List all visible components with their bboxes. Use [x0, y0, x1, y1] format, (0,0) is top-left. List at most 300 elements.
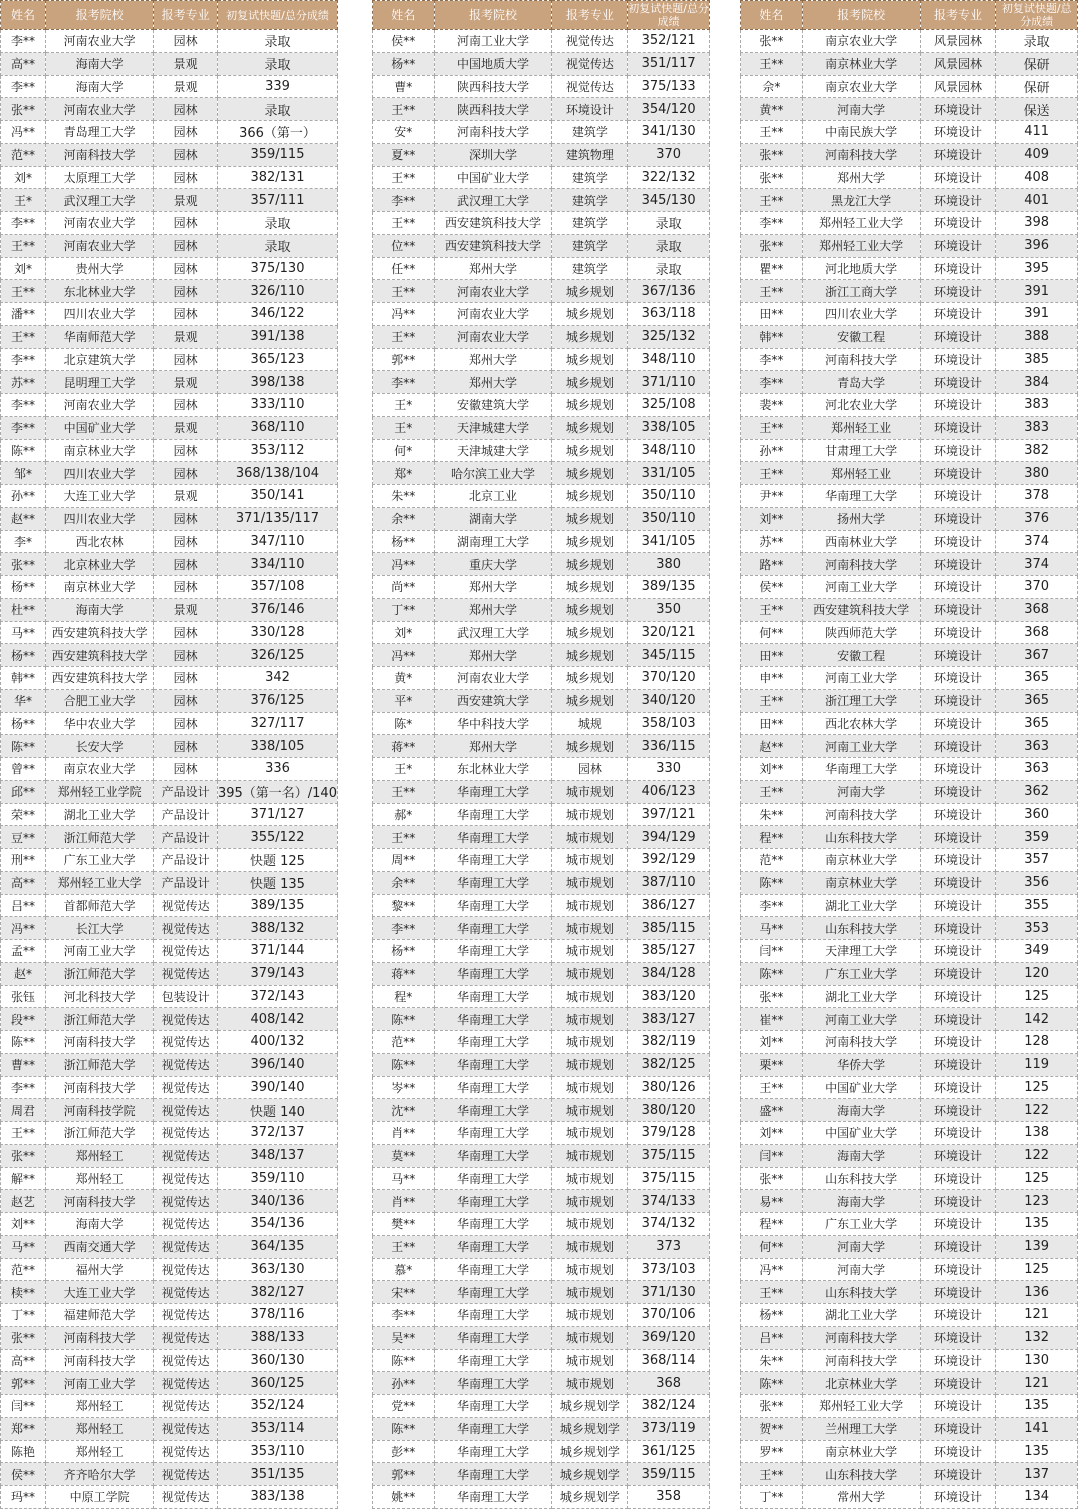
cell-school: 陕西科技大学 [434, 75, 552, 98]
table-row [741, 598, 1078, 621]
table-row [1, 621, 338, 644]
cell-score: 382/127 [217, 1281, 337, 1304]
cell-score: 125 [996, 1167, 1078, 1190]
cell-school: 河南农业大学 [434, 325, 552, 348]
cell-major: 城市规划 [552, 1304, 628, 1327]
cell-name: 王** [1, 234, 46, 257]
cell-name: 吕** [741, 1326, 803, 1349]
cell-name: 黄** [741, 98, 803, 121]
table-row [373, 1076, 710, 1099]
cell-name: 崔** [741, 1008, 803, 1031]
table-header-row [741, 1, 1078, 30]
cell-major: 环境设计 [920, 121, 996, 144]
cell-name: 张** [741, 166, 803, 189]
table-row [1, 75, 338, 98]
cell-major: 环境设计 [920, 940, 996, 963]
results-table-2 [372, 0, 710, 1509]
cell-school: 长安大学 [46, 735, 154, 758]
cell-school: 华南理工大学 [434, 1372, 552, 1395]
cell-name: 冯** [1, 917, 46, 940]
cell-score: 383/120 [628, 985, 710, 1008]
cell-major: 视觉传达 [154, 1167, 218, 1190]
cell-score: 384 [996, 371, 1078, 394]
cell-major: 环境设计 [920, 507, 996, 530]
cell-major: 城乡规划 [552, 394, 628, 417]
cell-major: 城乡规划 [552, 553, 628, 576]
table-row [741, 576, 1078, 599]
cell-school: 华南理工大学 [434, 894, 552, 917]
cell-school: 河南大学 [802, 780, 920, 803]
cell-major: 园林 [154, 439, 218, 462]
cell-school: 郑州轻工 [46, 1167, 154, 1190]
cell-name: 高** [1, 52, 46, 75]
table-row [1, 849, 338, 872]
header-score: 初复试快题/总分成绩 [996, 1, 1078, 30]
cell-name: 王* [1, 189, 46, 212]
cell-school: 河南农业大学 [434, 303, 552, 326]
cell-major: 视觉传达 [154, 1349, 218, 1372]
cell-score: 370/106 [628, 1304, 710, 1327]
cell-score: 326/125 [217, 644, 337, 667]
cell-name: 李** [1, 348, 46, 371]
cell-name: 马** [1, 621, 46, 644]
cell-score: 135 [996, 1440, 1078, 1463]
cell-major: 园林 [154, 758, 218, 781]
cell-name: 王** [373, 98, 435, 121]
cell-major: 环境设计 [920, 234, 996, 257]
cell-score: 348/110 [628, 439, 710, 462]
cell-major: 城市规划 [552, 1122, 628, 1145]
cell-major: 环境设计 [920, 394, 996, 417]
table-row [1, 735, 338, 758]
cell-major: 城市规划 [552, 985, 628, 1008]
header-major: 报考专业 [920, 1, 996, 30]
cell-score: 347/110 [217, 530, 337, 553]
cell-major: 环境设计 [920, 644, 996, 667]
cell-name: 赵* [1, 962, 46, 985]
cell-school: 南京林业大学 [802, 52, 920, 75]
cell-name: 李** [373, 1304, 435, 1327]
cell-score: 382/119 [628, 1031, 710, 1054]
cell-school: 中原工学院 [46, 1486, 154, 1509]
table-row [373, 1167, 710, 1190]
cell-score: 374/132 [628, 1213, 710, 1236]
cell-major: 园林 [552, 758, 628, 781]
cell-name: 王** [1, 1122, 46, 1145]
cell-major: 环境设计 [920, 1304, 996, 1327]
cell-school: 福州大学 [46, 1258, 154, 1281]
table-row [741, 166, 1078, 189]
cell-score: 353/114 [217, 1417, 337, 1440]
table-body [741, 30, 1078, 1509]
table-row [741, 121, 1078, 144]
table-row [373, 780, 710, 803]
cell-major: 城市规划 [552, 1372, 628, 1395]
cell-name: 玛** [1, 1486, 46, 1509]
cell-score: 376 [996, 507, 1078, 530]
table-row [373, 962, 710, 985]
cell-name: 王** [373, 325, 435, 348]
cell-school: 东北林业大学 [46, 280, 154, 303]
cell-major: 城市规划 [552, 1076, 628, 1099]
cell-school: 河南科技大学 [46, 1076, 154, 1099]
cell-major: 环境设计 [920, 416, 996, 439]
cell-name: 郭** [1, 1372, 46, 1395]
cell-school: 南京林业大学 [46, 576, 154, 599]
cell-name: 陈** [1, 1031, 46, 1054]
cell-name: 安* [373, 121, 435, 144]
cell-major: 环境设计 [920, 166, 996, 189]
cell-major: 视觉传达 [154, 1235, 218, 1258]
cell-school: 安徽工程 [802, 325, 920, 348]
cell-name: 张钰 [1, 985, 46, 1008]
cell-school: 郑州大学 [434, 735, 552, 758]
cell-major: 城乡规划 [552, 667, 628, 690]
cell-score: 388/132 [217, 917, 337, 940]
cell-school: 河南工业大学 [434, 30, 552, 53]
cell-school: 郑州大学 [434, 348, 552, 371]
table-row [741, 394, 1078, 417]
cell-school: 浙江师范大学 [46, 826, 154, 849]
cell-score: 352/121 [628, 30, 710, 53]
table-row [741, 1326, 1078, 1349]
cell-school: 河南科技大学 [46, 1190, 154, 1213]
cell-score: 120 [996, 962, 1078, 985]
cell-name: 王** [741, 689, 803, 712]
cell-name: 张** [741, 1167, 803, 1190]
cell-name: 蒋** [373, 962, 435, 985]
cell-name: 陈** [373, 1417, 435, 1440]
cell-name: 赵** [1, 507, 46, 530]
cell-school: 中国矿业大学 [802, 1122, 920, 1145]
cell-score: 350/141 [217, 485, 337, 508]
cell-name: 李** [1, 1076, 46, 1099]
cell-score: 380 [628, 553, 710, 576]
cell-school: 湖北工业大学 [802, 1304, 920, 1327]
cell-name: 王** [741, 121, 803, 144]
cell-score: 326/110 [217, 280, 337, 303]
table-row [373, 985, 710, 1008]
cell-school: 河南科技大学 [802, 1326, 920, 1349]
cell-major: 环境设计 [920, 212, 996, 235]
results-table-3 [740, 0, 1078, 1509]
cell-school: 西安建筑科技大学 [802, 598, 920, 621]
cell-major: 环境设计 [920, 1144, 996, 1167]
cell-score: 371/130 [628, 1281, 710, 1304]
table-row [373, 325, 710, 348]
table-row [373, 1122, 710, 1145]
cell-score: 361/125 [628, 1440, 710, 1463]
cell-major: 景观 [154, 189, 218, 212]
table-row [1, 1372, 338, 1395]
cell-school: 西南林业大学 [802, 530, 920, 553]
table-row [373, 1235, 710, 1258]
table-row [1, 758, 338, 781]
header-name: 姓名 [741, 1, 803, 30]
cell-name: 尹** [741, 485, 803, 508]
cell-name: 沈** [373, 1099, 435, 1122]
cell-major: 园林 [154, 30, 218, 53]
cell-name: 华* [1, 689, 46, 712]
cell-score: 350/110 [628, 485, 710, 508]
table-row [373, 1144, 710, 1167]
table-row [373, 485, 710, 508]
cell-name: 张** [1, 1326, 46, 1349]
cell-school: 河南科技大学 [802, 348, 920, 371]
header-score: 初复试快题/总分成绩 [217, 1, 337, 30]
table-row [373, 621, 710, 644]
cell-school: 湖北工业大学 [802, 985, 920, 1008]
cell-major: 城市规划 [552, 1190, 628, 1213]
cell-major: 环境设计 [920, 1167, 996, 1190]
cell-name: 程* [373, 985, 435, 1008]
table-row [1, 439, 338, 462]
table-row [1, 917, 338, 940]
cell-school: 河南工业大学 [802, 576, 920, 599]
cell-name: 王** [741, 1281, 803, 1304]
table-row [1, 1326, 338, 1349]
cell-score: 380 [996, 462, 1078, 485]
table-row [741, 303, 1078, 326]
cell-name: 路** [741, 553, 803, 576]
cell-score: 336 [217, 758, 337, 781]
cell-major: 城乡规划 [552, 644, 628, 667]
cell-score: 320/121 [628, 621, 710, 644]
cell-major: 环境设计 [920, 1281, 996, 1304]
cell-major: 城市规划 [552, 940, 628, 963]
cell-school: 山东科技大学 [802, 1463, 920, 1486]
cell-school: 山东科技大学 [802, 917, 920, 940]
cell-name: 马** [373, 1167, 435, 1190]
table-row [1, 1349, 338, 1372]
header-major: 报考专业 [552, 1, 628, 30]
cell-major: 园林 [154, 234, 218, 257]
cell-name: 平* [373, 689, 435, 712]
cell-school: 郑州轻工 [46, 1144, 154, 1167]
cell-major: 环境设计 [920, 667, 996, 690]
cell-school: 浙江工商大学 [802, 280, 920, 303]
cell-name: 党** [373, 1395, 435, 1418]
cell-score: 373/119 [628, 1417, 710, 1440]
cell-major: 城乡规划学 [552, 1440, 628, 1463]
cell-name: 岑** [373, 1076, 435, 1099]
table-row [1, 348, 338, 371]
cell-school: 郑州轻工业 [802, 462, 920, 485]
cell-name: 贺** [741, 1417, 803, 1440]
cell-name: 邱** [1, 780, 46, 803]
table-row [373, 143, 710, 166]
table-row [741, 143, 1078, 166]
table-row [1, 98, 338, 121]
table-row [373, 75, 710, 98]
cell-school: 北京建筑大学 [46, 348, 154, 371]
cell-major: 视觉传达 [154, 1190, 218, 1213]
cell-score: 372/143 [217, 985, 337, 1008]
cell-school: 河南工业大学 [46, 940, 154, 963]
cell-score: 370 [628, 143, 710, 166]
cell-score: 391 [996, 303, 1078, 326]
cell-name: 潘** [1, 303, 46, 326]
cell-score: 122 [996, 1144, 1078, 1167]
table-row [373, 758, 710, 781]
cell-school: 郑州大学 [434, 576, 552, 599]
cell-school: 兰州理工大学 [802, 1417, 920, 1440]
cell-score: 368 [996, 598, 1078, 621]
table-row [373, 1372, 710, 1395]
cell-major: 园林 [154, 712, 218, 735]
cell-school: 华南理工大学 [434, 1440, 552, 1463]
cell-name: 李** [1, 212, 46, 235]
cell-score: 353/112 [217, 439, 337, 462]
cell-score: 354/120 [628, 98, 710, 121]
cell-name: 刘** [741, 1031, 803, 1054]
cell-name: 丁** [1, 1304, 46, 1327]
cell-major: 城市规划 [552, 1258, 628, 1281]
cell-school: 大连工业大学 [46, 485, 154, 508]
cell-score: 334/110 [217, 553, 337, 576]
table-row [1, 1281, 338, 1304]
cell-school: 郑州轻工 [46, 1417, 154, 1440]
table-row [1, 121, 338, 144]
cell-major: 环境设计 [920, 962, 996, 985]
cell-school: 河南科技大学 [46, 1031, 154, 1054]
cell-major: 视觉传达 [154, 1463, 218, 1486]
cell-major: 环境设计 [920, 1417, 996, 1440]
cell-score: 370 [996, 576, 1078, 599]
cell-major: 视觉传达 [154, 1122, 218, 1145]
cell-name: 王** [373, 212, 435, 235]
cell-score: 371/110 [628, 371, 710, 394]
cell-name: 申** [741, 667, 803, 690]
cell-name: 余** [373, 871, 435, 894]
cell-name: 丁** [741, 1486, 803, 1509]
cell-school: 武汉理工大学 [434, 621, 552, 644]
cell-school: 四川农业大学 [46, 507, 154, 530]
table-row [373, 234, 710, 257]
cell-score: 353 [996, 917, 1078, 940]
cell-score: 368 [996, 621, 1078, 644]
cell-major: 建筑学 [552, 121, 628, 144]
cell-score: 360/125 [217, 1372, 337, 1395]
cell-name: 刘* [373, 621, 435, 644]
cell-school: 河南科技大学 [46, 1326, 154, 1349]
cell-school: 昆明理工大学 [46, 371, 154, 394]
table-row [373, 98, 710, 121]
cell-major: 环境设计 [920, 348, 996, 371]
cell-score: 379/128 [628, 1122, 710, 1145]
cell-score: 130 [996, 1349, 1078, 1372]
cell-major: 城市规划 [552, 894, 628, 917]
cell-school: 湖北工业大学 [46, 803, 154, 826]
table-row [373, 553, 710, 576]
cell-name: 刘** [741, 758, 803, 781]
table-row [373, 507, 710, 530]
cell-major: 园林 [154, 348, 218, 371]
cell-name: 李** [1, 394, 46, 417]
cell-school: 华南理工大学 [434, 1053, 552, 1076]
cell-name: 田** [741, 644, 803, 667]
cell-school: 重庆大学 [434, 553, 552, 576]
table-row [741, 1235, 1078, 1258]
cell-name: 椟** [1, 1281, 46, 1304]
cell-score: 125 [996, 1076, 1078, 1099]
cell-name: 郝* [373, 803, 435, 826]
table-row [1, 234, 338, 257]
cell-name: 肖** [373, 1122, 435, 1145]
cell-score: 357/111 [217, 189, 337, 212]
cell-school: 华南理工大学 [434, 1486, 552, 1509]
cell-score: 录取 [217, 234, 337, 257]
cell-score: 363/118 [628, 303, 710, 326]
cell-name: 朱** [741, 1349, 803, 1372]
table-row [741, 667, 1078, 690]
cell-name: 苏** [741, 530, 803, 553]
cell-score: 366（第一） [217, 121, 337, 144]
cell-major: 城规 [552, 712, 628, 735]
table-row [741, 485, 1078, 508]
cell-major: 环境设计 [920, 257, 996, 280]
table-row [373, 1031, 710, 1054]
cell-score: 346/122 [217, 303, 337, 326]
cell-major: 环境设计 [920, 1372, 996, 1395]
cell-score: 386/127 [628, 894, 710, 917]
cell-school: 华南理工大学 [434, 1417, 552, 1440]
cell-school: 西北农林 [46, 530, 154, 553]
cell-score: 359 [996, 826, 1078, 849]
cell-name: 曹* [373, 75, 435, 98]
cell-major: 环境设计 [920, 485, 996, 508]
cell-name: 杨** [373, 52, 435, 75]
table-row [741, 1281, 1078, 1304]
cell-score: 338/105 [628, 416, 710, 439]
table-row [741, 1349, 1078, 1372]
cell-score: 134 [996, 1486, 1078, 1509]
cell-school: 武汉理工大学 [46, 189, 154, 212]
cell-score: 363 [996, 758, 1078, 781]
cell-score: 359/115 [628, 1463, 710, 1486]
cell-major: 城乡规划 [552, 280, 628, 303]
cell-name: 罗** [741, 1440, 803, 1463]
cell-school: 郑州轻工业大学 [802, 212, 920, 235]
table-row [1, 940, 338, 963]
cell-school: 长江大学 [46, 917, 154, 940]
cell-name: 王** [373, 166, 435, 189]
table-row [373, 189, 710, 212]
cell-school: 华南理工大学 [434, 1395, 552, 1418]
cell-major: 城市规划 [552, 1235, 628, 1258]
table-row [1, 1395, 338, 1418]
cell-school: 西安建筑大学 [434, 689, 552, 712]
cell-major: 景观 [154, 598, 218, 621]
cell-major: 城市规划 [552, 1031, 628, 1054]
cell-score: 350/110 [628, 507, 710, 530]
cell-score: 383/127 [628, 1008, 710, 1031]
table-row [1, 394, 338, 417]
cell-school: 首都师范大学 [46, 894, 154, 917]
cell-school: 河南科技学院 [46, 1099, 154, 1122]
cell-score: 389/135 [628, 576, 710, 599]
cell-name: 陈** [741, 1372, 803, 1395]
cell-major: 环境设计 [920, 1099, 996, 1122]
cell-name: 周君 [1, 1099, 46, 1122]
cell-major: 城乡规划学 [552, 1417, 628, 1440]
cell-school: 广东工业大学 [46, 849, 154, 872]
cell-name: 冯** [373, 644, 435, 667]
table-row [1, 166, 338, 189]
cell-major: 产品设计 [154, 803, 218, 826]
table-row [741, 1008, 1078, 1031]
cell-major: 环境设计 [920, 1031, 996, 1054]
